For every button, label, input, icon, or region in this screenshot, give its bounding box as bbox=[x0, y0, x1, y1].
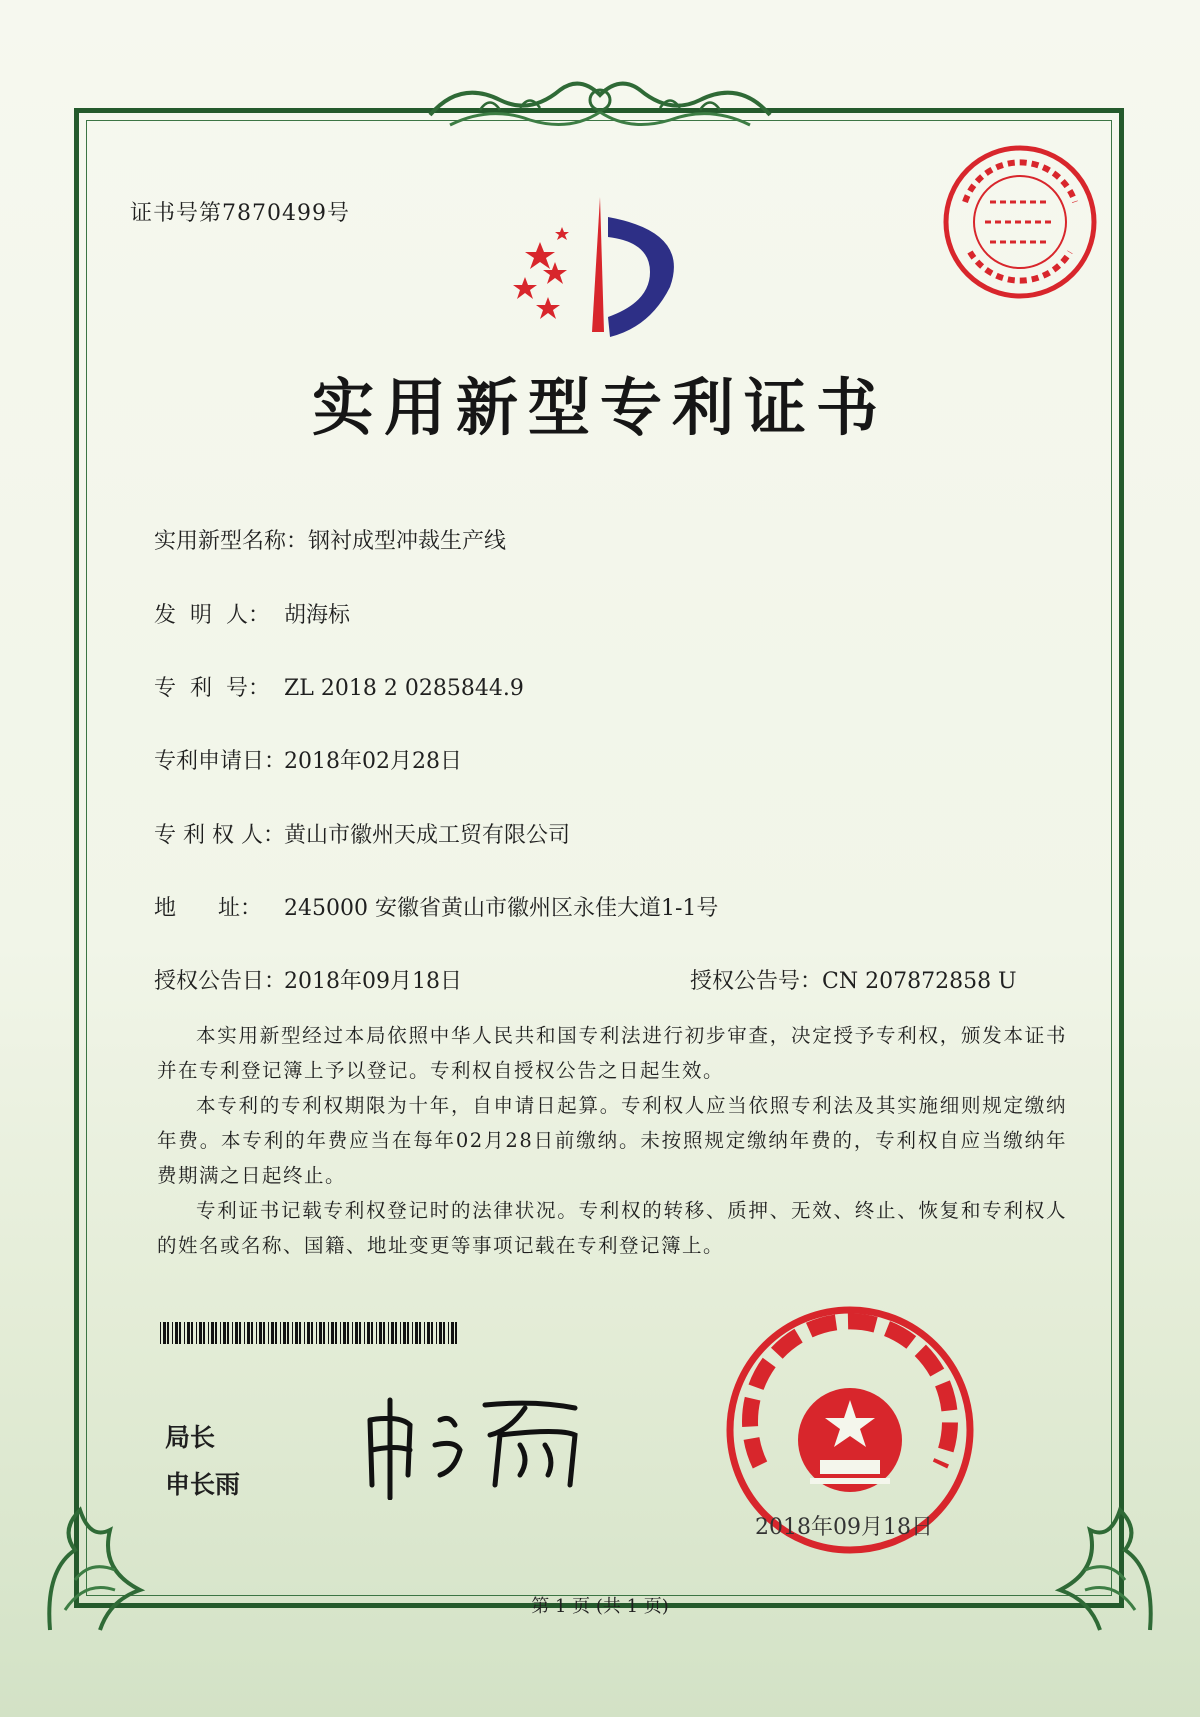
barcode-bar bbox=[307, 1322, 310, 1344]
filing-date-label: 专利申请日： bbox=[154, 749, 287, 774]
barcode-bar bbox=[292, 1322, 293, 1344]
address-label: 地 址： bbox=[154, 896, 262, 921]
handwritten-signature bbox=[360, 1390, 620, 1504]
barcode-bar bbox=[244, 1322, 245, 1344]
barcode-bar bbox=[439, 1322, 442, 1344]
barcode-bar bbox=[316, 1322, 317, 1344]
signatory-name: 申长雨 bbox=[165, 1470, 241, 1499]
patentee-value: 黄山市徽州天成工贸有限公司 bbox=[284, 823, 571, 848]
barcode-bar bbox=[431, 1322, 433, 1344]
barcode-bar bbox=[256, 1322, 257, 1344]
barcode-bar bbox=[179, 1322, 181, 1344]
barcode-bar bbox=[247, 1322, 250, 1344]
barcode bbox=[160, 1322, 465, 1348]
barcode-bar bbox=[227, 1322, 229, 1344]
barcode-bar bbox=[343, 1322, 346, 1344]
barcode-bar bbox=[388, 1322, 389, 1344]
barcode-bar bbox=[263, 1322, 265, 1344]
barcode-bar bbox=[367, 1322, 370, 1344]
barcode-bar bbox=[259, 1322, 262, 1344]
barcode-bar bbox=[451, 1322, 454, 1344]
patentee-row bbox=[154, 818, 570, 849]
certificate-title: 实用新型专利证书 bbox=[311, 371, 888, 444]
barcode-bar bbox=[455, 1322, 457, 1344]
barcode-bar bbox=[268, 1322, 269, 1344]
barcode-bar bbox=[379, 1322, 382, 1344]
body-paragraph: 专利证书记载专利权登记时的法律状况。专利权的转移、质押、无效、终止、恢复和专利权人的姓名或名称、国籍、地址变更等事项记载在专利登记簿上。 bbox=[157, 1199, 1067, 1257]
barcode-bar bbox=[271, 1322, 274, 1344]
barcode-bar bbox=[235, 1322, 238, 1344]
barcode-bar bbox=[172, 1322, 173, 1344]
page-number: 第 1 页 (共 1 页) bbox=[531, 1596, 669, 1617]
barcode-bar bbox=[328, 1322, 329, 1344]
barcode-bar bbox=[376, 1322, 377, 1344]
barcode-bar bbox=[187, 1322, 190, 1344]
barcode-bar bbox=[275, 1322, 277, 1344]
body-paragraph: 本实用新型经过本局依照中华人民共和国专利法进行初步审查，决定授予专利权，颁发本证书并在专利登记簿上予以登记。专利权自授权公告之日起生效。 bbox=[157, 1024, 1067, 1082]
barcode-bar bbox=[340, 1322, 341, 1344]
barcode-bar bbox=[280, 1322, 281, 1344]
barcode-bar bbox=[295, 1322, 298, 1344]
barcode-bar bbox=[391, 1322, 394, 1344]
utility-model-name-label: 实用新型名称： bbox=[154, 529, 309, 554]
announcement-number-label: 授权公告号： bbox=[690, 969, 823, 994]
barcode-bar bbox=[424, 1322, 425, 1344]
announcement-number-row bbox=[690, 964, 1017, 995]
announcement-date-value: 2018年09月18日 bbox=[284, 969, 462, 994]
barcode-bar bbox=[215, 1322, 217, 1344]
barcode-bar bbox=[371, 1322, 373, 1344]
barcode-bar bbox=[319, 1322, 322, 1344]
barcode-bar bbox=[203, 1322, 205, 1344]
barcode-bar bbox=[196, 1322, 197, 1344]
barcode-bar bbox=[352, 1322, 353, 1344]
barcode-bar bbox=[436, 1322, 437, 1344]
seal-date: 2018年09月18日 bbox=[755, 1515, 933, 1540]
barcode-bar bbox=[199, 1322, 202, 1344]
barcode-bar bbox=[191, 1322, 193, 1344]
barcode-bar bbox=[283, 1322, 286, 1344]
barcode-bar bbox=[347, 1322, 349, 1344]
address-value: 245000 安徽省黄山市徽州区永佳大道1-1号 bbox=[284, 896, 719, 921]
barcode-bar bbox=[443, 1322, 445, 1344]
tax-stamp-seal-icon bbox=[940, 142, 1100, 306]
utility-model-name-row bbox=[154, 524, 506, 555]
patent-number-row bbox=[154, 671, 524, 702]
barcode-bar bbox=[407, 1322, 409, 1344]
filing-date-value: 2018年02月28日 bbox=[284, 749, 462, 774]
barcode-bar bbox=[299, 1322, 301, 1344]
barcode-bar bbox=[395, 1322, 397, 1344]
barcode-bar bbox=[311, 1322, 313, 1344]
barcode-bar bbox=[323, 1322, 325, 1344]
announcement-date-row bbox=[154, 964, 462, 995]
barcode-bar bbox=[355, 1322, 358, 1344]
barcode-bar bbox=[419, 1322, 421, 1344]
patent-office-logo-icon bbox=[500, 192, 700, 346]
barcode-bar bbox=[287, 1322, 289, 1344]
barcode-bar bbox=[448, 1322, 449, 1344]
barcode-bar bbox=[160, 1322, 161, 1344]
barcode-bar bbox=[251, 1322, 253, 1344]
announcement-number-value: CN 207872858 U bbox=[822, 969, 1017, 994]
barcode-bar bbox=[331, 1322, 334, 1344]
barcode-bar bbox=[383, 1322, 385, 1344]
top-ornament-icon bbox=[420, 70, 780, 140]
barcode-bar bbox=[208, 1322, 209, 1344]
announcement-date-label: 授权公告日： bbox=[154, 969, 287, 994]
barcode-bar bbox=[415, 1322, 418, 1344]
barcode-bar bbox=[184, 1322, 185, 1344]
barcode-bar bbox=[163, 1322, 166, 1344]
barcode-bar bbox=[400, 1322, 401, 1344]
inventor-value: 胡海标 bbox=[284, 603, 351, 628]
certificate-number: 证书号第7870499号 bbox=[130, 201, 350, 226]
inventor-row bbox=[154, 598, 350, 629]
barcode-bar bbox=[239, 1322, 241, 1344]
patentee-label: 专 利 权 人： bbox=[154, 823, 285, 848]
barcode-bar bbox=[427, 1322, 430, 1344]
barcode-bar bbox=[335, 1322, 337, 1344]
patent-number-value: ZL 2018 2 0285844.9 bbox=[284, 676, 524, 701]
utility-model-name-value: 钢衬成型冲裁生产线 bbox=[308, 529, 507, 554]
barcode-bar bbox=[175, 1322, 178, 1344]
body-paragraph: 本专利的专利权期限为十年，自申请日起算。专利权人应当依照专利法及其实施细则规定缴纳年费。本专利的年费应当在每年02月28日前缴纳。未按照规定缴纳年费的，专利权自应当缴纳年费期满之日起终止。 bbox=[157, 1094, 1067, 1187]
patent-number-label: 专 利 号： bbox=[154, 676, 270, 701]
barcode-bar bbox=[220, 1322, 221, 1344]
filing-date-row bbox=[154, 744, 462, 775]
inventor-label: 发 明 人： bbox=[154, 603, 270, 628]
barcode-bar bbox=[232, 1322, 233, 1344]
barcode-bar bbox=[223, 1322, 226, 1344]
barcode-bar bbox=[167, 1322, 169, 1344]
barcode-bar bbox=[211, 1322, 214, 1344]
barcode-bar bbox=[304, 1322, 305, 1344]
signatory-title: 局长 bbox=[165, 1423, 216, 1452]
barcode-bar bbox=[412, 1322, 413, 1344]
address-row bbox=[154, 891, 718, 922]
barcode-bar bbox=[359, 1322, 361, 1344]
barcode-bar bbox=[364, 1322, 365, 1344]
barcode-bar bbox=[403, 1322, 406, 1344]
